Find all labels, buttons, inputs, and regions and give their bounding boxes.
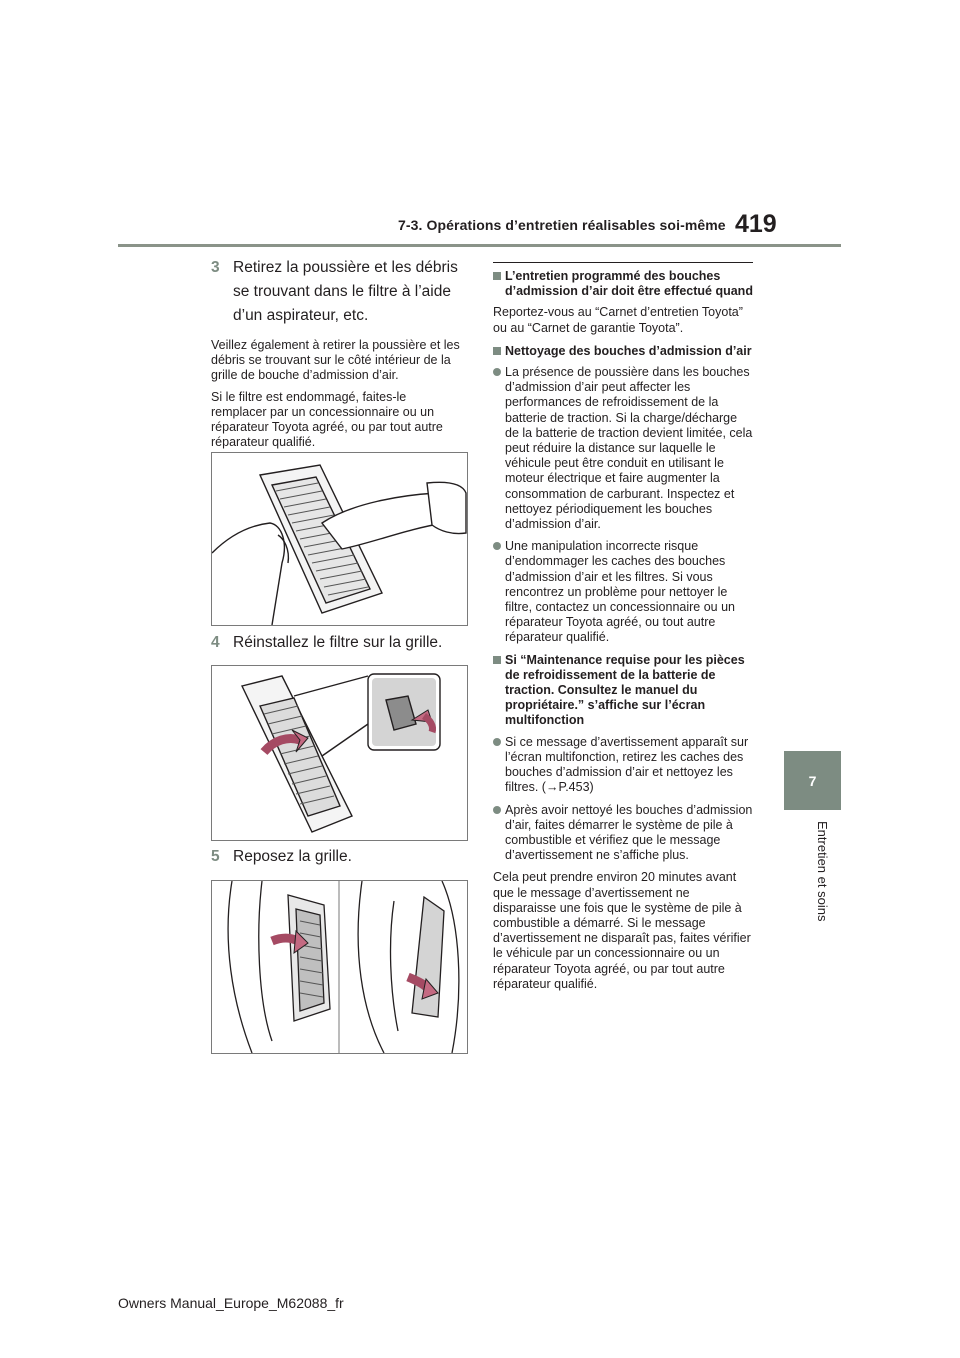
figure-reinstall-filter: [211, 665, 468, 841]
square-bullet-icon: [493, 656, 501, 664]
header-rule: [118, 244, 841, 247]
step-5: [211, 845, 463, 869]
heading-warning-message: [493, 653, 753, 729]
heading-maintenance-schedule: [493, 269, 753, 299]
vacuum-filter-illustration: [212, 453, 467, 625]
section-rule: [493, 262, 753, 263]
step-5-container: [211, 845, 463, 869]
figure-vacuum-filter: [211, 452, 468, 626]
bullet-text: Après avoir nettoyé les bouches d’admission d’air, faites démarrer le système de pile à combustible et vérifiez que le message d’avertissement ne s’affiche plus.: [505, 802, 753, 863]
chapter-number: 7: [808, 772, 817, 789]
step-text: Reposez la grille.: [233, 848, 352, 865]
square-bullet-icon: [493, 272, 501, 280]
step-text: Réinstallez le filtre sur la grille.: [233, 634, 443, 651]
step-text: Retirez la poussière et les débris se trouvant dans le filtre à l’aide d’un aspirateur, etc.: [233, 259, 458, 324]
heading-text: L’entretien programmé des bouches d’admission d’air doit être effectué quand: [505, 269, 753, 299]
bullet-item: [493, 365, 753, 532]
step-4: [211, 631, 463, 655]
heading-cleaning: [493, 344, 753, 359]
heading-text: Si “Maintenance requise pour les pièces de refroidissement de la batterie de traction. Consultez le manuel du propriétaire.” s’affiche sur l’écran multifonction: [505, 652, 745, 728]
bullet-item: [493, 539, 753, 645]
right-column: [493, 262, 753, 992]
paragraph: Si le filtre est endommagé, faites-le remplacer par un concessionnaire ou un réparateur Toyota agréé, ou par tout autre réparateur qualifié.: [211, 389, 443, 450]
square-bullet-icon: [493, 347, 501, 355]
footer-text: Owners Manual_Europe_M62088_fr: [118, 1295, 344, 1311]
step-number: 3: [211, 259, 220, 276]
circle-bullet-icon: [493, 738, 501, 746]
page-number: 419: [735, 210, 777, 238]
bullet-text: Une manipulation incorrecte risque d’endommager les caches des bouches d’admission d’air et les filtres. Si vous rencontrez un problème pour nettoyer le filtre, contactez un concessionnaire ou un réparateur Toyota agréé, ou tout autre réparateur qualifié.: [505, 539, 735, 645]
heading-text: Nettoyage des bouches d’admission d’air: [505, 343, 752, 358]
circle-bullet-icon: [493, 542, 501, 550]
paragraph: Cela peut prendre environ 20 minutes avant que le message d’avertissement ne disparaisse une fois que le système de pile à combustible a démarré. Si le message d’avertissement ne disparaît pas, faites vérifier le véhicule par un concessionnaire ou un réparateur Toyota agréé, ou par tout autre réparateur qualifié.: [493, 870, 751, 991]
circle-bullet-icon: [493, 368, 501, 376]
reinstall-grille-illustration: [212, 881, 467, 1053]
step-number: 5: [211, 848, 220, 865]
step-number: 4: [211, 634, 220, 651]
step-3: [211, 256, 463, 328]
section-title: 7-3. Opérations d’entretien réalisables soi-même: [398, 217, 726, 233]
step-4-container: [211, 631, 463, 655]
bullet-item: [493, 735, 753, 796]
figure-reinstall-grille: [211, 880, 468, 1054]
reinstall-filter-illustration: [212, 666, 467, 840]
paragraph: Veillez également à retirer la poussière et les débris se trouvant sur le côté intérieur de la grille de bouche d’admission d’air.: [211, 338, 460, 383]
bullet-text: La présence de poussière dans les bouches d’admission d’air peut affecter les performances de refroidissement de la batterie de traction. Si la charge/décharge de la batterie de traction devient limitée, cela peut réduire la distance sur laquelle le véhicule peut être conduit en utilisant le moteur électrique et faire augmenter la consommation de carburant. Inspectez et nettoyez périodiquement les bouches d’admission d’air.: [505, 365, 753, 532]
paragraph: Reportez-vous au “Carnet d’entretien Toyota” ou au “Carnet de garantie Toyota”.: [493, 305, 743, 335]
chapter-label: Entretien et soins: [815, 821, 830, 922]
left-column: [211, 256, 463, 450]
bullet-item: [493, 803, 753, 864]
chapter-tab: [784, 751, 841, 810]
circle-bullet-icon: [493, 806, 501, 814]
bullet-text: Si ce message d’avertissement apparaît sur l’écran multifonction, retirez les caches des bouches d’admission d’air et nettoyez les filtres. (→P.453): [505, 734, 749, 795]
